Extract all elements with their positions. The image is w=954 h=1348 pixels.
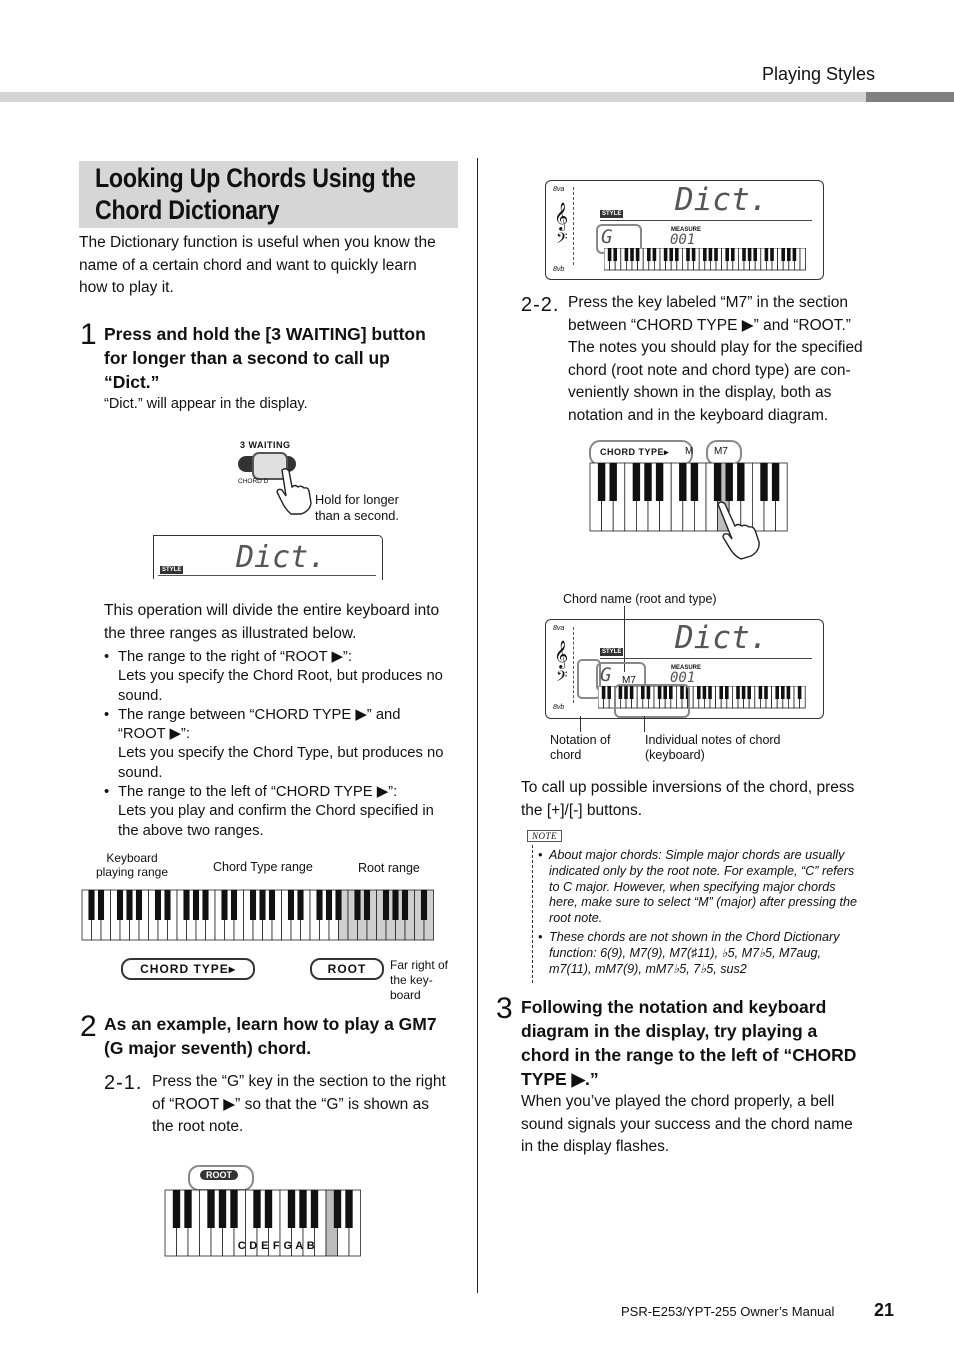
- measure-count: 001: [670, 232, 696, 248]
- black-key: [402, 890, 408, 920]
- black-key: [259, 890, 265, 920]
- black-key: [335, 890, 341, 920]
- black-key: [421, 890, 427, 920]
- staff-lines: [573, 187, 594, 265]
- lcd-dict-text: Dict.: [675, 182, 769, 218]
- chord-type-tag[interactable]: CHORD TYPE▸: [600, 447, 670, 457]
- measure-label: MEASURE: [671, 665, 702, 671]
- inversion-text: To call up possible inversions of the chord, press the [+]/[-] buttons.: [521, 779, 855, 819]
- header-bar: [0, 92, 866, 102]
- black-key: [250, 890, 256, 920]
- chord-name-caption: Chord name (root and type): [563, 592, 717, 606]
- black-key: [609, 463, 616, 501]
- style-tag: STYLE: [162, 567, 182, 573]
- black-key: [117, 890, 123, 920]
- black-key: [230, 1190, 237, 1228]
- chord-type: M7: [622, 675, 636, 686]
- black-key: [781, 248, 785, 261]
- page-number: 21: [874, 1300, 895, 1320]
- measure-label: MEASURE: [671, 227, 702, 233]
- black-key: [731, 248, 735, 261]
- black-key: [719, 686, 723, 699]
- black-key: [679, 463, 686, 501]
- black-key: [345, 1190, 352, 1228]
- black-key: [288, 1190, 295, 1228]
- black-key: [736, 686, 740, 699]
- note-label: A: [295, 1240, 304, 1252]
- m7-label: M7: [714, 446, 728, 457]
- intro-text: The Dictionary function is useful when you know the name of a certain chord and want to quickly learn how to play it.: [79, 234, 436, 296]
- note-label: G: [283, 1240, 293, 1252]
- black-key: [656, 463, 663, 501]
- black-key: [173, 1190, 180, 1228]
- substep-text: Press the “G” key in the section to the right of “ROOT ▶” so that the “G” is shown as the root note.: [152, 1073, 446, 1135]
- black-key: [633, 463, 640, 501]
- black-key: [155, 890, 161, 920]
- black-key: [221, 890, 227, 920]
- black-key: [392, 890, 398, 920]
- black-key: [708, 686, 712, 699]
- lcd-keyboard-1: [604, 248, 810, 272]
- m-label: M: [685, 446, 694, 457]
- bass-clef-icon: 𝄢: [556, 668, 568, 689]
- pointing-hand-icon: [712, 498, 762, 562]
- black-key: [775, 686, 779, 699]
- black-key: [136, 890, 142, 920]
- hold-note: Hold for longer than a second.: [315, 492, 399, 523]
- step-heading: Following the notation and keyboard diagram in the display, try playing a chord in the range to the left of “CHORD TYPE ▶.”: [521, 997, 857, 1089]
- black-key: [98, 890, 104, 920]
- black-key: [692, 248, 696, 261]
- note-labels: [236, 1240, 317, 1252]
- black-key: [759, 686, 763, 699]
- lcd-dict-text: Dict.: [675, 620, 769, 656]
- black-key: [184, 1190, 191, 1228]
- black-key: [297, 890, 303, 920]
- black-key: [725, 463, 732, 501]
- black-key: [647, 248, 651, 261]
- note-rule: [532, 845, 534, 983]
- bass-clef-icon: 𝄢: [556, 230, 568, 251]
- treble-clef-icon: 𝄞: [554, 640, 569, 668]
- black-key: [764, 686, 768, 699]
- black-key: [669, 248, 673, 261]
- step-number: 3: [496, 992, 513, 1025]
- note-label: F: [272, 1240, 280, 1252]
- black-key: [653, 248, 657, 261]
- note-label: C: [237, 1240, 246, 1252]
- column-divider: [477, 158, 478, 1293]
- black-key: [253, 1190, 260, 1228]
- lcd-dict-text: Dict.: [236, 540, 327, 575]
- black-key: [164, 890, 170, 920]
- black-key: [664, 248, 668, 261]
- black-key: [354, 890, 360, 920]
- black-key: [299, 1190, 306, 1228]
- black-key: [709, 248, 713, 261]
- black-key: [202, 890, 208, 920]
- step-number: 2: [80, 1010, 97, 1043]
- black-key: [753, 248, 757, 261]
- note-label: B: [306, 1240, 315, 1252]
- black-key: [88, 890, 94, 920]
- black-key: [608, 248, 612, 261]
- step-body: When you’ve played the chord properly, a bell sound signals your success and the chord name in the display flashes.: [521, 1093, 853, 1155]
- black-key: [383, 890, 389, 920]
- black-key: [193, 890, 199, 920]
- black-key: [326, 890, 332, 920]
- black-key: [288, 890, 294, 920]
- black-key: [207, 1190, 214, 1228]
- black-key: [219, 1190, 226, 1228]
- button-label: 3 WAITING: [240, 440, 291, 450]
- black-key: [781, 686, 785, 699]
- black-key: [742, 248, 746, 261]
- black-key: [697, 686, 701, 699]
- chord-type-keyboard: [588, 455, 796, 533]
- black-key: [607, 686, 611, 699]
- black-key: [231, 890, 237, 920]
- black-key: [703, 248, 707, 261]
- ovb-label: 8vb: [553, 266, 565, 273]
- black-key: [675, 248, 679, 261]
- black-key: [742, 686, 746, 699]
- black-key: [265, 1190, 272, 1228]
- treble-clef-icon: 𝄞: [554, 202, 569, 230]
- note-label: D: [249, 1240, 258, 1252]
- black-key: [772, 463, 779, 501]
- black-key: [798, 686, 802, 699]
- black-key: [714, 248, 718, 261]
- black-key: [602, 686, 606, 699]
- black-key: [787, 686, 791, 699]
- black-key: [793, 248, 797, 261]
- chord-type-button[interactable]: CHORD TYPE▸: [121, 958, 255, 980]
- keyboard-range-label: Keyboard playing range: [95, 851, 169, 879]
- chord-root: G: [600, 664, 612, 686]
- black-key: [364, 890, 370, 920]
- black-key: [183, 890, 189, 920]
- style-tag: STYLE: [602, 649, 622, 655]
- notation-line: [580, 716, 581, 732]
- range-bullets: • The range to the right of “ROOT ▶”: Lets you specify the Chord Root, but produces no sound. • The range between “CHORD TYPE ▶” and “ROOT ▶”: Lets you specify the Chord Type, but produces no sound. • The range to the left of “CHORD TYPE ▶”: Lets you play and confirm the Chord specified in the above two ranges.: [104, 649, 444, 839]
- header-block: [866, 92, 954, 102]
- black-key: [334, 1190, 341, 1228]
- substep-text: Press the key labeled “M7” in the section between “CHORD TYPE ▶” and “ROOT.” The notes you should play for the specified chord (root note and chord type) are con- veniently shown in the display, both as notation and in the keyboard diagram.: [568, 294, 863, 424]
- black-key: [613, 248, 617, 261]
- note-item: • About major chords: Simple major chords are usually indicated only by the root note. For example, “C” refers to C major. However, when specifying major chords here, make sure to select “M” (major) after pressing the root note. • These chords are not shown in the Chord Dictionary function: 6(9), M7(9), M7(♯11), ♭5, M7♭5, M7aug, m7(11), mM7(9), mM7♭5, 7♭5, sus2: [538, 848, 857, 976]
- button-sublabel: CHORD D: [238, 478, 269, 485]
- lcd-baseline: [158, 575, 376, 576]
- black-key: [630, 248, 634, 261]
- root-range-label: Root range: [358, 861, 420, 875]
- black-key: [691, 463, 698, 501]
- black-key: [636, 248, 640, 261]
- substep-number: 2-1.: [104, 1072, 143, 1094]
- far-right-label: Far right of the key- board: [390, 958, 449, 1002]
- measure-count: 001: [670, 670, 696, 686]
- black-key: [686, 248, 690, 261]
- black-key: [269, 890, 275, 920]
- notes-label: Individual notes of chord (keyboard): [645, 733, 781, 762]
- black-key: [787, 248, 791, 261]
- step-number: 1: [80, 318, 97, 351]
- section-title: Playing Styles: [761, 64, 875, 84]
- black-key: [714, 463, 721, 501]
- manual-name: PSR-E253/YPT-255 Owner’s Manual: [621, 1304, 835, 1319]
- note-tag: NOTE: [527, 830, 562, 842]
- ova-label: 8va: [553, 625, 565, 632]
- style-tag: STYLE: [602, 211, 622, 217]
- lcd-divider: [600, 220, 812, 221]
- lcd-edge: [153, 535, 155, 579]
- step-heading: Press and hold the [3 WAITING] button for longer than a second to call up “Dict.”: [104, 324, 426, 392]
- black-key: [765, 248, 769, 261]
- black-key: [316, 890, 322, 920]
- black-key: [748, 248, 752, 261]
- lcd-divider: [600, 658, 812, 659]
- root-button[interactable]: ROOT: [310, 958, 384, 980]
- notes-highlight: [614, 684, 690, 718]
- page-title: Looking Up Chords Using the Chord Dictionary: [95, 163, 416, 225]
- note-label: E: [261, 1240, 269, 1252]
- notation-label: Notation of chord: [550, 733, 611, 762]
- ova-label: 8va: [553, 186, 565, 193]
- substep-number: 2-2.: [521, 294, 560, 316]
- black-key: [760, 463, 767, 501]
- black-key: [644, 463, 651, 501]
- black-key: [737, 463, 744, 501]
- step-note: “Dict.” will appear in the display.: [104, 396, 308, 412]
- black-key: [747, 686, 751, 699]
- notes-line: [644, 716, 645, 732]
- black-key: [625, 248, 629, 261]
- step-heading: As an example, learn how to play a GM7 (G major seventh) chord.: [104, 1014, 437, 1058]
- black-key: [703, 686, 707, 699]
- black-key: [311, 1190, 318, 1228]
- range-keyboard: [78, 866, 448, 946]
- black-key: [725, 686, 729, 699]
- black-key: [770, 248, 774, 261]
- black-key: [598, 463, 605, 501]
- hand-icon: [272, 466, 316, 516]
- white-key: [800, 248, 806, 270]
- chord-root: G: [601, 226, 613, 248]
- black-key: [725, 248, 729, 261]
- chord-type-range-label: Chord Type range: [213, 860, 313, 874]
- root-tag[interactable]: ROOT: [200, 1170, 238, 1180]
- black-key: [126, 890, 132, 920]
- ovb-label: 8vb: [553, 704, 565, 711]
- ranges-intro: This operation will divide the entire keyboard into the three ranges as illustrated below.: [104, 602, 440, 642]
